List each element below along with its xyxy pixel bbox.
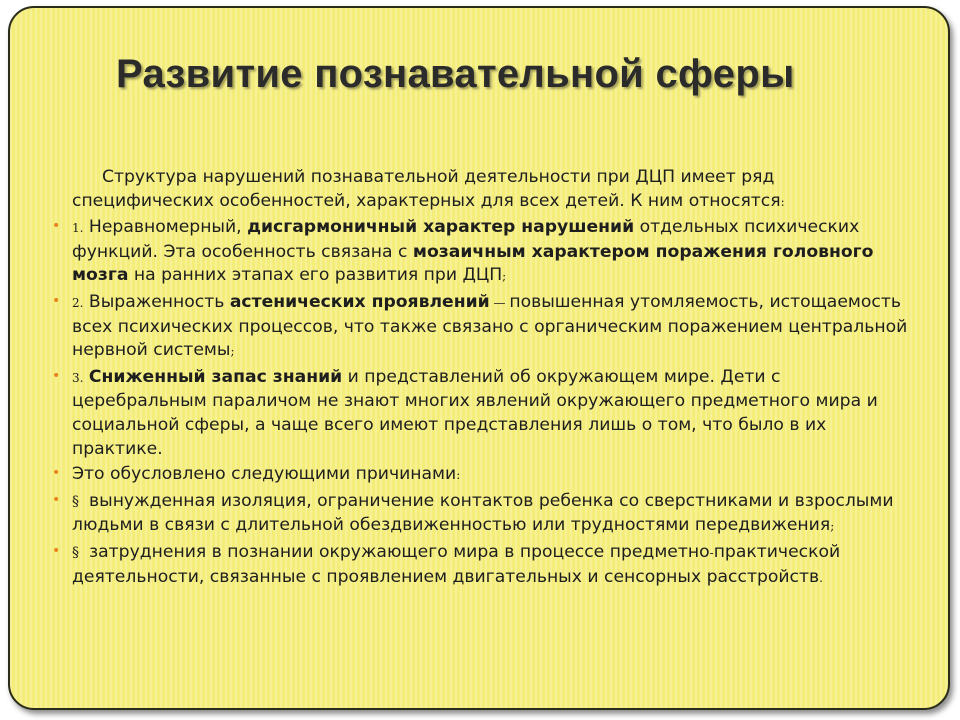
item-end: : [456, 468, 461, 483]
bullet-icon: • [52, 367, 61, 384]
item-text: Неравномерный, [83, 217, 248, 238]
item-bold-text: мозаичным характером поражения головного мозга [72, 241, 874, 286]
item-number: 3. [72, 370, 84, 385]
bullet-icon: • [52, 542, 61, 559]
item-end: . [819, 570, 823, 585]
item-end: ; [230, 344, 235, 359]
item-number: 1. [72, 221, 84, 236]
item-hyphen: - [709, 545, 714, 560]
bullet-icon: • [52, 218, 61, 235]
item-text: отдельных психических функций. Эта особенность связана с [72, 217, 860, 262]
item-bold-text: астенических проявлений [229, 291, 490, 312]
intro-end: : [780, 194, 785, 209]
list-item-1 [52, 216, 918, 289]
slide-title: Развитие познавательной сферы [116, 52, 795, 96]
bullet-icon: • [52, 491, 61, 508]
section-sign-icon: § [72, 493, 79, 510]
intro-text: Структура нарушений познавательной деятельности при ДЦП имеет ряд специфических особенностей, характерных для всех детей. К ним относятся [72, 167, 781, 211]
item-end: ; [502, 269, 507, 284]
item-text: повышенная утомляемость, истощаемость всех психических процессов, что также связано с органическим поражением центральной нервной системы [72, 291, 908, 361]
item-text: и представлений об окружающем мире. Дети с церебральным параличом не знают многих явлений окружающего предметного мира и социальной сферы, а чаще всего имеют представления лишь о том, что было в их практике. [72, 366, 878, 459]
intro-paragraph [72, 166, 918, 214]
item-text: Выраженность [83, 291, 230, 312]
list-item-5 [52, 490, 918, 539]
section-sign-icon: § [72, 544, 79, 561]
slide-body [52, 166, 918, 592]
item-text: вынужденная изоляция, ограничение контактов ребенка со сверстниками и взрослыми людьми в связи с длительной обездвиженностью или трудностями передвижения [72, 490, 894, 536]
item-text: затруднения в познании окружающего мира в процессе предметно [89, 541, 710, 562]
item-number: 2. [72, 295, 84, 310]
item-bold-text: Сниженный запас знаний [88, 366, 343, 387]
list-item-2 [52, 291, 918, 364]
item-text: практической деятельности, связанные с проявлением двигательных и сенсорных расстройств [72, 541, 841, 587]
item-dash: — [489, 295, 510, 310]
item-text: Это обусловлено следующими причинами [72, 464, 457, 485]
list-item-3 [52, 366, 918, 461]
list-item-6 [52, 541, 918, 590]
slide [8, 6, 950, 710]
bullet-icon: • [52, 465, 61, 482]
item-bold-text: дисгармоничный характер нарушений [247, 217, 635, 238]
item-text: на ранних этапах его развития при ДЦП [128, 265, 503, 286]
list-item-4 [52, 463, 918, 488]
item-end: ; [830, 519, 835, 534]
bullet-icon: • [52, 292, 61, 309]
